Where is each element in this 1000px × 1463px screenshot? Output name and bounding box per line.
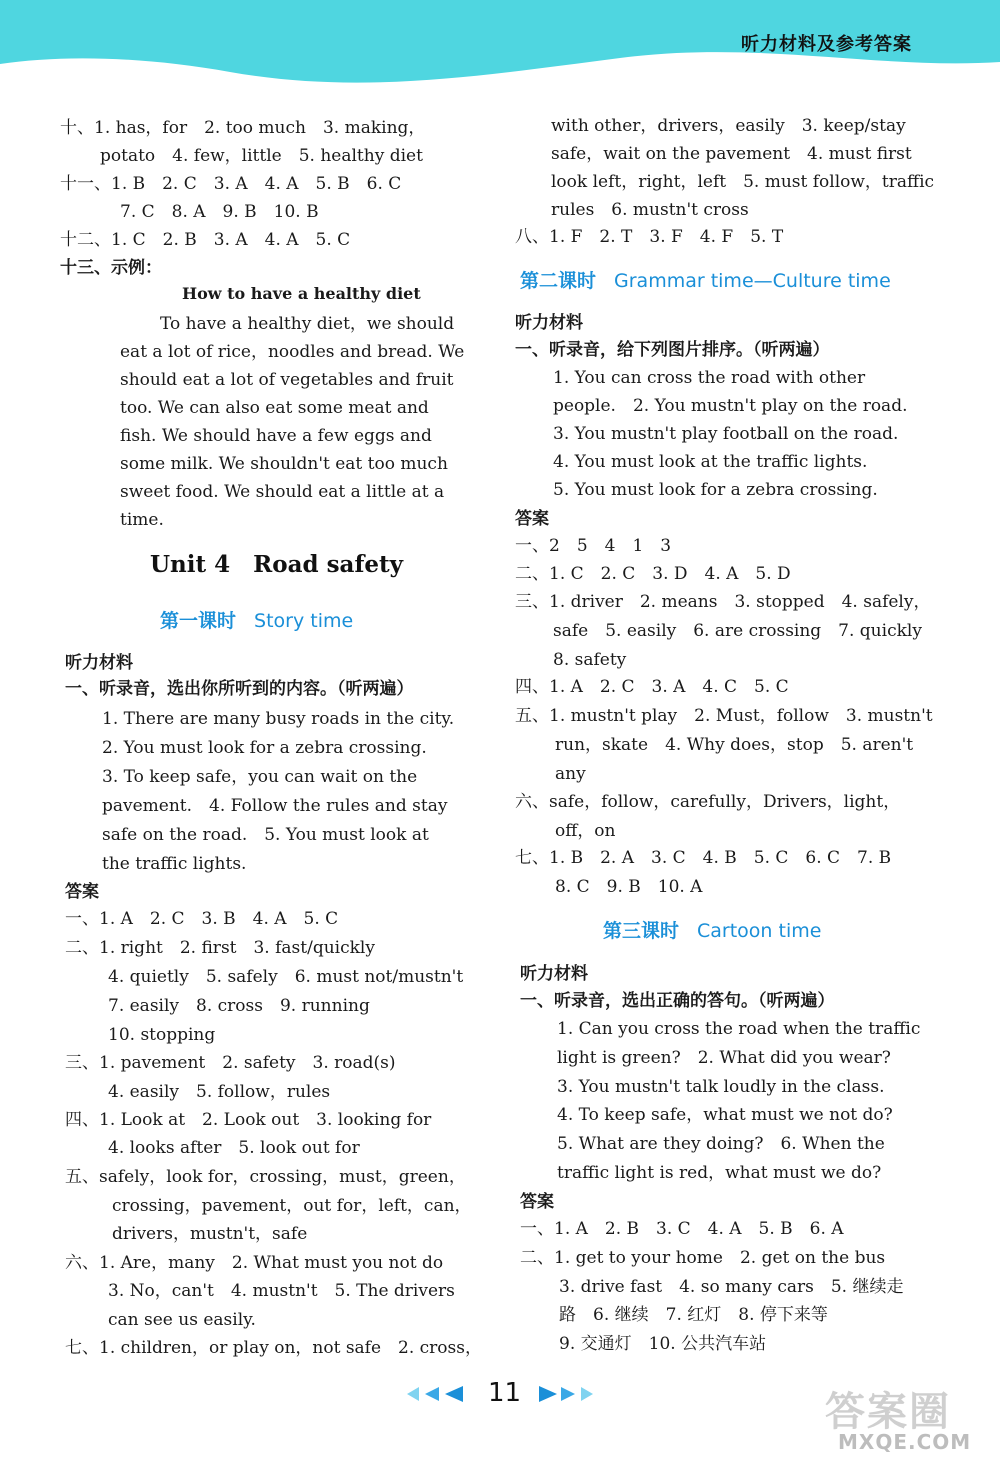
answer-line: 十一、1. B 2. C 3. A 4. A 5. B 6. C — [60, 174, 402, 194]
answer-line: 8. safety — [553, 650, 627, 670]
essay-line: fish. We should have a few eggs and — [120, 426, 432, 446]
essay-line: time. — [120, 510, 164, 530]
answer-label: 答案 — [515, 509, 549, 529]
answer-line: 十、1. has，for 2. too much 3. making， — [60, 118, 426, 138]
answer-line: 路 6. 继续 7. 红灯 8. 停下来等 — [559, 1305, 828, 1325]
listening-line: 3. You mustn't play football on the road. — [553, 424, 899, 444]
answer-line: 3. No，can't 4. mustn't 5. The drivers — [108, 1281, 455, 1301]
answer-line: 一、2 5 4 1 3 — [515, 536, 672, 556]
sample-label: 十三、示例： — [60, 258, 162, 278]
answer-line: look left，right，left 5. must follow，traffic — [551, 172, 935, 192]
essay-line: should eat a lot of vegetables and fruit — [120, 370, 454, 390]
answer-line: 三、1. driver 2. means 3. stopped 4. safely， — [515, 592, 931, 612]
answer-line: 二、1. get to your home 2. get on the bus — [520, 1248, 886, 1268]
listening-label: 听力材料 — [65, 653, 133, 673]
listening-line: light is green? 2. What did you wear? — [557, 1048, 891, 1068]
listening-line: 4. To keep safe，what must we not do? — [557, 1105, 893, 1125]
lesson-heading-en: Grammar time—Culture time — [614, 270, 891, 292]
page-number: 11 — [488, 1378, 522, 1408]
listening-line: 1. There are many busy roads in the city. — [102, 709, 455, 729]
answer-line: 五、safely，look for，crossing，must，green， — [65, 1167, 466, 1187]
answer-label: 答案 — [65, 882, 99, 902]
essay-line: too. We can also eat some meat and — [120, 398, 429, 418]
answer-line: off，on — [555, 821, 616, 841]
answer-line: 七、1. B 2. A 3. C 4. B 5. C 6. C 7. B — [515, 848, 892, 868]
listening-line: the traffic lights. — [102, 854, 247, 874]
listening-line: 2. You must look for a zebra crossing. — [102, 738, 427, 758]
answer-line: 8. C 9. B 10. A — [555, 877, 703, 897]
watermark-url: MXQE.COM — [838, 1430, 972, 1454]
listening-line: pavement. 4. Follow the rules and stay — [102, 796, 448, 816]
answer-line: 10. stopping — [108, 1025, 216, 1045]
listening-question: 一、听录音，选出正确的答句。（听两遍） — [520, 991, 835, 1011]
answer-line: any — [555, 764, 586, 784]
answer-line: 7. easily 8. cross 9. running — [108, 996, 370, 1016]
prev-arrows-icon — [405, 1385, 471, 1403]
lesson-heading-3 — [603, 916, 821, 943]
watermark-text: 答案圈 — [825, 1389, 951, 1435]
header-title: 听力材料及参考答案 — [741, 34, 912, 55]
listening-line: 4. You must look at the traffic lights. — [553, 452, 868, 472]
answer-line: 9. 交通灯 10. 公共汽车站 — [559, 1334, 767, 1354]
lesson-heading-2 — [520, 266, 891, 293]
answer-line: 八、1. F 2. T 3. F 4. F 5. T — [515, 227, 784, 247]
answer-line: 4. looks after 5. look out for — [108, 1138, 360, 1158]
answer-line: safe，wait on the pavement 4. must first — [551, 144, 912, 164]
essay-title: How to have a healthy diet — [182, 284, 421, 303]
listening-line: 3. To keep safe，you can wait on the — [102, 767, 418, 787]
lesson-heading-cn: 第三课时 — [603, 920, 680, 942]
listening-label: 听力材料 — [515, 313, 583, 333]
answer-line: can see us easily. — [108, 1310, 256, 1330]
answer-line: 四、1. Look at 2. Look out 3. looking for — [65, 1110, 432, 1130]
answer-line: with other，drivers，easily 3. keep/stay — [551, 116, 906, 136]
listening-line: 1. You can cross the road with other — [553, 368, 866, 388]
answer-line: 四、1. A 2. C 3. A 4. C 5. C — [515, 677, 789, 697]
listening-question: 一、听录音，选出你所听到的内容。（听两遍） — [65, 679, 414, 699]
answer-line: 七、1. children，or play on，not safe 2. cross， — [65, 1338, 482, 1358]
listening-question: 一、听录音，给下列图片排序。（听两遍） — [515, 340, 830, 360]
lesson-heading-1 — [160, 606, 353, 633]
answer-line: 4. easily 5. follow，rules — [108, 1082, 331, 1102]
answer-line: 六、1. Are，many 2. What must you not do — [65, 1253, 444, 1273]
listening-line: 5. What are they doing? 6. When the — [557, 1134, 885, 1154]
answer-line: potato 4. few，little 5. healthy diet — [100, 146, 423, 166]
answer-line: 十二、1. C 2. B 3. A 4. A 5. C — [60, 230, 351, 250]
essay-line: To have a healthy diet，we should — [160, 314, 455, 334]
essay-line: sweet food. We should eat a little at a — [120, 482, 445, 502]
essay-line: eat a lot of rice，noodles and bread. We — [120, 342, 465, 362]
answer-line: 三、1. pavement 2. safety 3. road(s) — [65, 1053, 396, 1073]
answer-line: drivers，mustn't，safe — [112, 1224, 308, 1244]
next-arrows-icon — [537, 1385, 603, 1403]
answer-label: 答案 — [520, 1192, 554, 1212]
listening-line: 3. You mustn't talk loudly in the class. — [557, 1077, 885, 1097]
listening-line: 1. Can you cross the road when the traffic — [557, 1019, 921, 1039]
answer-line: 二、1. right 2. first 3. fast/quickly — [65, 938, 375, 958]
lesson-heading-cn: 第二课时 — [520, 270, 597, 292]
answer-line: 五、1. mustn't play 2. Must，follow 3. mustn't — [515, 706, 933, 726]
watermark-logo — [820, 1380, 990, 1455]
listening-label: 听力材料 — [520, 964, 588, 984]
lesson-heading-en: Story time — [254, 610, 354, 632]
answer-line: 一、1. A 2. C 3. B 4. A 5. C — [65, 909, 339, 929]
answer-line: 二、1. C 2. C 3. D 4. A 5. D — [515, 564, 791, 584]
lesson-heading-cn: 第一课时 — [160, 610, 237, 632]
listening-line: traffic light is red，what must we do? — [557, 1163, 882, 1183]
answer-line: 一、1. A 2. B 3. C 4. A 5. B 6. A — [520, 1219, 844, 1239]
answer-line: 4. quietly 5. safely 6. must not/mustn't — [108, 967, 464, 987]
answer-line: crossing，pavement，out for，left，can， — [112, 1196, 472, 1216]
answer-line: 7. C 8. A 9. B 10. B — [120, 202, 319, 222]
listening-line: people. 2. You mustn't play on the road. — [553, 396, 908, 416]
answer-line: safe 5. easily 6. are crossing 7. quickly — [553, 621, 922, 641]
answer-line: rules 6. mustn't cross — [551, 200, 749, 220]
essay-line: some milk. We shouldn't eat too much — [120, 454, 448, 474]
listening-line: safe on the road. 5. You must look at — [102, 825, 429, 845]
lesson-heading-en: Cartoon time — [697, 920, 822, 942]
answer-line: 六、safe，follow，carefully，Drivers，light， — [515, 792, 901, 812]
answer-line: run，skate 4. Why does，stop 5. aren't — [555, 735, 914, 755]
unit-title: Unit 4 Road safety — [150, 551, 403, 578]
answer-line: 3. drive fast 4. so many cars 5. 继续走 — [559, 1277, 904, 1297]
listening-line: 5. You must look for a zebra crossing. — [553, 480, 878, 500]
